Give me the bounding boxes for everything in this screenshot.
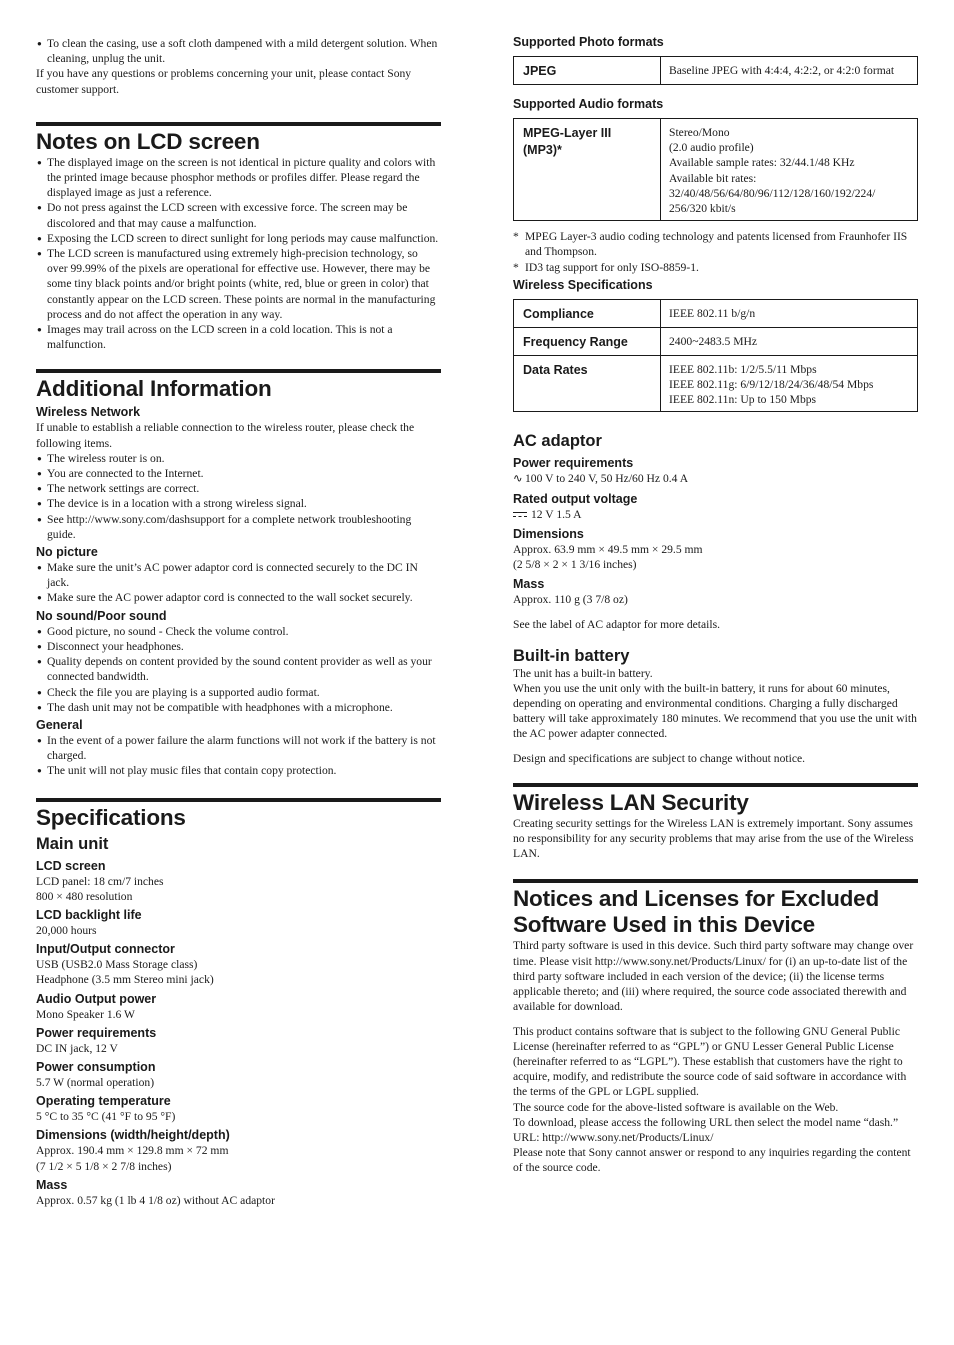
rate-line: IEEE 802.11n: Up to 150 Mbps xyxy=(669,393,817,407)
ac-adaptor-section xyxy=(513,431,918,632)
list-item: ● Make sure the unit’s AC power adaptor cord is connected securely to the DC IN jack. xyxy=(36,560,441,590)
subsection-heading: No picture xyxy=(36,545,98,560)
table-key: Data Rates xyxy=(514,355,661,412)
ac-adaptor-note: See the label of AC adaptor for more details. xyxy=(513,618,721,632)
table-value: IEEE 802.11 b/g/n xyxy=(661,299,918,327)
wireless-specs-heading: Wireless Specifications xyxy=(513,277,653,292)
section-title: Additional Information xyxy=(36,369,441,402)
table-row xyxy=(514,355,918,412)
spec-label: Dimensions (width/height/depth) xyxy=(36,1128,230,1143)
lcd-notes-section xyxy=(36,122,441,353)
spec-label: Power requirements xyxy=(36,1025,157,1040)
list-item: ● Disconnect your headphones. xyxy=(36,639,441,654)
lcd-notes-list xyxy=(36,155,441,353)
wireless-intro: If unable to establish a reliable connection to the wireless router, please check the following items. xyxy=(36,421,415,450)
spec-value: Approx. 190.4 mm × 129.8 mm × 72 mm xyxy=(36,1144,229,1158)
audio-formats-heading: Supported Audio formats xyxy=(513,97,664,111)
additional-info-section xyxy=(36,369,441,778)
rate-line: IEEE 802.11g: 6/9/12/18/24/36/48/54 Mbps xyxy=(669,378,874,392)
audio-value-line: (2.0 audio profile) xyxy=(669,141,754,155)
notices-title-line: Notices and Licenses for Excluded xyxy=(513,886,880,912)
battery-text: When you use the unit only with the built-in battery, it runs for about 60 minutes, depending on operating and environmental conditions. Charging a fully discharged battery will take approximately 180 minutes. We recommend that you use the unit with the AC power adapter connected. xyxy=(513,681,917,741)
spec-value: LCD panel: 18 cm/7 inches xyxy=(36,874,164,888)
list-item: ● Images may trail across on the LCD screen in a cold location. This is not a malfunction. xyxy=(36,322,441,352)
photo-formats-heading: Supported Photo formats xyxy=(513,35,664,49)
battery-heading: Built-in battery xyxy=(513,646,630,665)
notices-line: Please note that Sony cannot answer or respond to any inquiries regarding the content of the source code. xyxy=(513,1146,911,1175)
subsection-heading: Wireless Network xyxy=(36,405,141,420)
spec-label: Operating temperature xyxy=(36,1094,171,1109)
no-picture-list xyxy=(36,560,441,606)
list-item: ● In the event of a power failure the alarm functions will not work if the battery is not charged. xyxy=(36,733,441,763)
battery-section xyxy=(513,646,918,766)
table-value xyxy=(661,119,918,221)
table-row xyxy=(514,299,918,327)
spec-label: Power consumption xyxy=(36,1059,156,1074)
table-key: JPEG xyxy=(514,57,661,85)
spec-value: Approx. 0.57 kg (1 lb 4 1/8 oz) without AC adaptor xyxy=(36,1193,275,1207)
no-sound-list xyxy=(36,624,441,715)
spec-value: USB (USB2.0 Mass Storage class) xyxy=(36,958,198,972)
audio-value-line: 32/40/48/56/64/80/96/112/128/160/192/224/ xyxy=(669,186,876,200)
table-value: Baseline JPEG with 4:4:4, 4:2:2, or 4:2:0 format xyxy=(661,57,918,85)
list-item: ● The LCD screen is manufactured using extremely high-precision technology, so over 99.99% of the pixels are operational for effective use. However, there may be some tiny black points and/or bright points (white, red, blue or green in color) that constantly appear on the LCD screen. These points are normal in the manufacturing process and do not affect the operation in any way. xyxy=(36,246,441,322)
table-key: Compliance xyxy=(514,299,661,327)
notices-line: The source code for the above-listed software is available on the Web. xyxy=(513,1100,839,1114)
audio-value-line: Available bit rates: xyxy=(669,171,757,185)
spec-value: Mono Speaker 1.6 W xyxy=(36,1007,135,1021)
spec-value: 20,000 hours xyxy=(36,923,97,937)
footnote xyxy=(513,229,918,259)
audio-value-line: Stereo/Mono xyxy=(669,126,730,139)
contact-text: If you have any questions or problems concerning your unit, please contact Sony customer support. xyxy=(36,67,412,96)
notices-paragraph: Third party software is used in this device. Such third party software may change over time. Please visit http://www.sony.net/Products/Linux/ for (i) an up-to-date list of the third party software included in each version of the device; (ii) the license terms applicable thereto; and (iii) where required, the source code associated therewith and available for download. xyxy=(513,939,914,1014)
list-item: ● See http://www.sony.com/dashsupport for a complete network troubleshooting guide. xyxy=(36,512,441,542)
dc-symbol-icon xyxy=(513,511,527,519)
list-item: ● Exposing the LCD screen to direct sunlight for long periods may cause malfunction. xyxy=(36,231,441,246)
list-item: ● The displayed image on the screen is not identical in picture quality and colors with the printed image because phosphor methods or profiles differ. Please regard the displayed image as just a reference. xyxy=(36,155,441,201)
list-item: ● To clean the casing, use a soft cloth dampened with a mild detergent solution. When cleaning, unplug the unit. xyxy=(36,36,441,66)
spec-value: Headphone (3.5 mm Stereo mini jack) xyxy=(36,973,214,987)
cleaning-list xyxy=(36,36,441,66)
subsection-heading: General xyxy=(36,717,83,732)
spec-value: 5.7 W (normal operation) xyxy=(36,1075,155,1089)
dc-output-value: 12 V 1.5 A xyxy=(531,507,582,521)
table-row xyxy=(514,119,918,221)
list-item: ● The unit will not play music files that contain copy protection. xyxy=(36,763,441,778)
list-item: ● The network settings are correct. xyxy=(36,481,441,496)
list-item: ● Good picture, no sound - Check the volume control. xyxy=(36,624,441,639)
spec-label: Rated output voltage xyxy=(513,491,638,506)
spec-label: Audio Output power xyxy=(36,991,157,1006)
spec-label: Input/Output connector xyxy=(36,942,175,957)
table-key: Frequency Range xyxy=(514,327,661,355)
ac-adaptor-heading: AC adaptor xyxy=(513,432,602,451)
section-title: Wireless LAN Security xyxy=(513,783,918,816)
table-value: 2400~2483.5 MHz xyxy=(661,327,918,355)
spec-label: Mass xyxy=(36,1177,68,1192)
battery-text: The unit has a built-in battery. xyxy=(513,666,653,680)
table-value xyxy=(661,355,918,412)
general-list xyxy=(36,733,441,779)
table-key xyxy=(514,119,661,221)
rate-line: IEEE 802.11b: 1/2/5.5/11 Mbps xyxy=(669,362,817,376)
section-title xyxy=(513,879,918,938)
ac-symbol-icon: ∿ xyxy=(513,472,523,486)
right-column xyxy=(513,0,918,1176)
footnote-text: ID3 tag support for only ISO-8859-1. xyxy=(525,260,699,274)
spec-value: DC IN jack, 12 V xyxy=(36,1041,118,1055)
spec-label: LCD screen xyxy=(36,858,106,873)
notices-url: URL: http://www.sony.net/Products/Linux/ xyxy=(513,1130,714,1144)
list-item: ● Quality depends on content provided by the sound content provider as well as your connected bandwidth. xyxy=(36,654,441,684)
spec-value: 800 × 480 resolution xyxy=(36,889,133,903)
spec-label: Dimensions xyxy=(513,526,584,541)
notices-paragraph: This product contains software that is subject to the following GNU General Public License (hereinafter referred to as “GPL”) or GNU Lesser General Public License (hereinafter referred to as “LGPL”). These establish that customers have the right to acquire, modify, and redistribute the source code of said software in accordance with the terms of the GPL or LGPL supplied. xyxy=(513,1024,907,1099)
audio-formats-table xyxy=(513,118,918,221)
photo-formats-table xyxy=(513,56,918,85)
spec-value: (7 1/2 × 5 1/8 × 2 7/8 inches) xyxy=(36,1159,172,1173)
notices-title-line: Software Used in this Device xyxy=(513,912,815,938)
spec-value: 5 °C to 35 °C (41 °F to 95 °F) xyxy=(36,1110,176,1124)
wireless-specs-table xyxy=(513,299,918,413)
main-unit-heading: Main unit xyxy=(36,834,109,853)
spec-value: (2 5/8 × 2 × 1 3/16 inches) xyxy=(513,558,637,572)
notices-line: To download, please access the following URL then select the model name “dash.” xyxy=(513,1115,899,1129)
table-row xyxy=(514,57,918,85)
ac-power-value: 100 V to 240 V, 50 Hz/60 Hz 0.4 A xyxy=(525,472,689,486)
footnote-mark: * xyxy=(513,260,519,274)
list-item: ● The device is in a location with a strong wireless signal. xyxy=(36,496,441,511)
spec-label: LCD backlight life xyxy=(36,907,142,922)
design-note: Design and specifications are subject to change without notice. xyxy=(513,751,806,765)
wireless-list xyxy=(36,451,441,542)
audio-key-line: MPEG-Layer III xyxy=(523,126,612,140)
spec-value: Approx. 110 g (3 7/8 oz) xyxy=(513,593,628,607)
spec-label: Power requirements xyxy=(513,456,634,471)
section-title: Specifications xyxy=(36,798,441,831)
spec-value: Approx. 63.9 mm × 49.5 mm × 29.5 mm xyxy=(513,542,703,556)
list-item: ● Make sure the AC power adaptor cord is connected to the wall socket securely. xyxy=(36,590,441,605)
list-item: ● You are connected to the Internet. xyxy=(36,466,441,481)
table-row xyxy=(514,327,918,355)
left-column xyxy=(36,0,441,1208)
list-item: ● Do not press against the LCD screen with excessive force. The screen may be discolored and that may cause a malfunction. xyxy=(36,200,441,230)
footnote-mark: * xyxy=(513,230,519,244)
footnote xyxy=(513,260,918,275)
spec-value xyxy=(513,507,918,522)
audio-key-line: (MP3)* xyxy=(523,143,562,157)
audio-value-line: Available sample rates: 32/44.1/48 KHz xyxy=(669,156,855,170)
list-item: ● Check the file you are playing is a supported audio format. xyxy=(36,685,441,700)
specifications-section xyxy=(36,798,441,1208)
list-item: ● The dash unit may not be compatible with headphones with a microphone. xyxy=(36,700,441,715)
spec-value xyxy=(513,471,918,486)
list-item: ● The wireless router is on. xyxy=(36,451,441,466)
wlan-security-section xyxy=(513,783,918,862)
audio-value-line: 256/320 kbit/s xyxy=(669,202,736,216)
subsection-heading: No sound/Poor sound xyxy=(36,608,167,623)
wlan-security-text: Creating security settings for the Wireless LAN is extremely important. Sony assumes no responsibility for any security problems that may arise from the use of the Wireless LAN. xyxy=(513,816,914,861)
footnote-text: MPEG Layer-3 audio coding technology and patents licensed from Fraunhofer IIS and Thompson. xyxy=(525,230,908,259)
section-title: Notes on LCD screen xyxy=(36,122,441,155)
spec-label: Mass xyxy=(513,577,545,592)
notices-section xyxy=(513,879,918,1175)
